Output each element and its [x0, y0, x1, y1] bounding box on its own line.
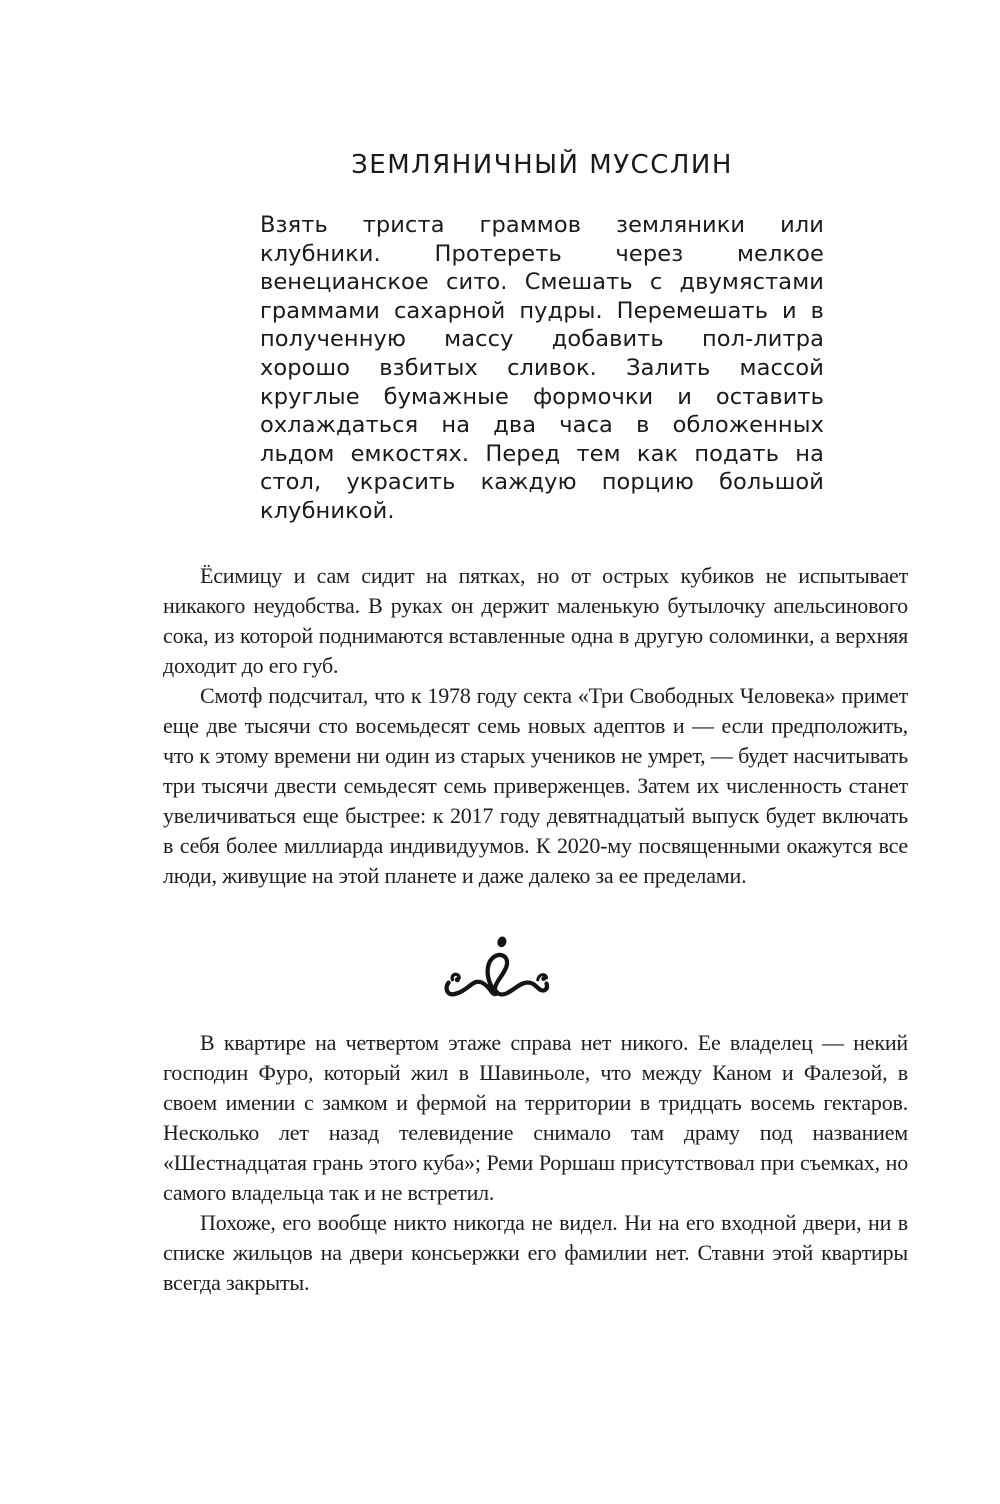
body-section-1	[163, 561, 908, 891]
calligraphic-flourish-icon	[437, 931, 563, 1009]
recipe-block	[260, 150, 824, 526]
recipe-text: Взять триста граммов земляники или клубники. Протереть через мелкое венецианское сито. Смешать с двумястами граммами сахарной пудры. Перемешать и в полученную массу добавить пол-литра хорошо взбитых сливок. Залить массой круглые бумажные формочки и оставить охлаждаться на два часа в обложенных льдом емкостях. Перед тем как подать на стол, украсить каждую порцию большой клубникой.	[260, 212, 824, 524]
paragraph: В квартире на четвертом этаже справа нет никого. Ее владелец — некий господин Фуро, который жил в Шавиньоле, что между Каном и Фалезой, в своем имении с замком и фермой на территории в тридцать восемь гектаров. Несколько лет назад телевидение снимало там драму под названием «Шестнадцатая грань этого куба»; Реми Роршаш присутствовал при съемках, но самого владельца так и не встретил.	[163, 1030, 908, 1205]
chapter-title: ЗЕМЛЯНИЧНЫЙ МУССЛИН	[351, 150, 733, 180]
body-section-2	[163, 1028, 908, 1298]
section-divider	[0, 926, 1000, 1014]
paragraph: Похоже, его вообще никто никогда не видел. Ни на его входной двери, ни в списке жильцов на двери консьержки его фамилии нет. Ставни этой квартиры всегда закрыты.	[163, 1210, 908, 1295]
paragraph: Смотф подсчитал, что к 1978 году секта «Три Свободных Человека» примет еще две тысячи сто восемьдесят семь новых адептов и — если предположить, что к этому времени ни один из старых учеников не умрет, — будет насчитывать три тысячи двести семьдесят семь приверженцев. Затем их численность станет увеличиваться еще быстрее: к 2017 году девятнадцатый выпуск будет включать в себя более миллиарда индивидуумов. К 2020-му посвященными окажутся все люди, живущие на этой планете и даже далеко за ее пределами.	[163, 683, 908, 888]
paragraph: Ёсимицу и сам сидит на пятках, но от острых кубиков не испытывает никакого неудобства. В руках он держит маленькую бутылочку апельсинового сока, из которой поднимаются вставленные одна в другую соломинки, а верхняя доходит до его губ.	[163, 563, 908, 678]
